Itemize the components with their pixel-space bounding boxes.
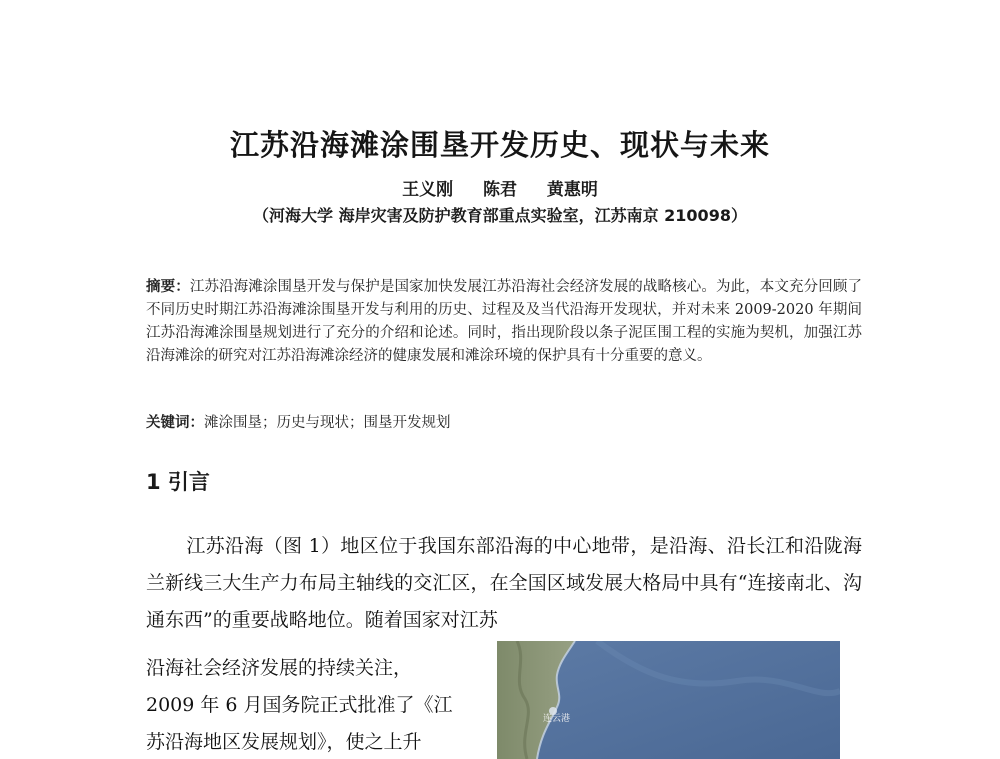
figure-1-map [497, 641, 840, 759]
abstract-text: 江苏沿海滩涂围垦开发与保护是国家加快发展江苏沿海社会经济发展的战略核心。为此，本文充分回顾了不同历史时期江苏沿海滩涂围垦开发与利用的历史、过程及及当代沿海开发现状，并对未来 2009-2020 年期间江苏沿海滩涂围垦规划进行了充分的介绍和论述。同时，指出现阶段以条子泥匡围工程的实施为契机，加强江苏沿海滩涂的研究对江苏沿海滩涂经济的健康发展和滩涂环境的保护具有十分重要的意义。 [146, 279, 862, 364]
keywords-label: 关键词： [146, 415, 204, 431]
keywords [146, 412, 862, 435]
text-line: 沿海社会经济发展的持续关注， [146, 657, 413, 679]
abstract-label: 摘要： [146, 279, 190, 295]
paragraph-text: 江苏沿海（图 1）地区位于我国东部沿海的中心地带，是沿海、沿长江和沿陇海兰新线三大生产力布局主轴线的交汇区，在全国区域发展大格局中具有“连接南北、沟通东西”的重要战略地位。随着国家对江苏 [146, 535, 862, 631]
text-line: 苏沿海地区发展规划》，使之上升 [146, 731, 422, 753]
map-label-lianyungang: 连云港 [543, 714, 571, 724]
abstract [146, 276, 862, 368]
keywords-text: 滩涂围垦；历史与现状；围垦开发规划 [204, 415, 451, 431]
paper-title: 江苏沿海滩涂围垦开发历史、现状与未来 [229, 128, 770, 162]
section-heading: 1 引言 [146, 470, 210, 494]
author-name: 黄惠明 [546, 180, 598, 200]
satellite-map-image [497, 641, 840, 759]
wrapped-paragraph [146, 650, 491, 759]
text-line: 2009 年 6 月国务院正式批准了《江 [146, 694, 453, 716]
affiliation: （河海大学 海岸灾害及防护教育部重点实验室，江苏南京 210098） [253, 206, 747, 225]
author-name: 王义刚 [402, 180, 454, 200]
author-name: 陈君 [483, 180, 517, 200]
body-paragraph [146, 528, 862, 639]
author-list [0, 175, 1000, 200]
